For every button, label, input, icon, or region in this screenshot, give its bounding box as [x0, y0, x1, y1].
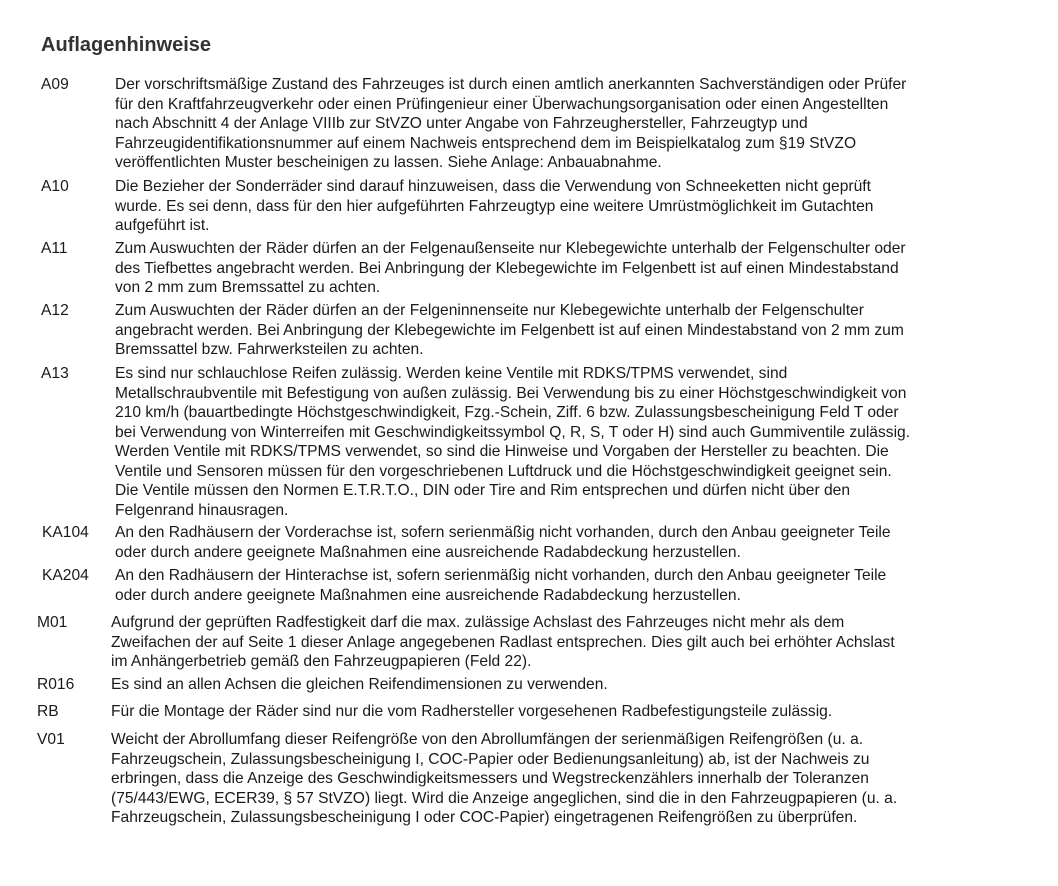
entry-code: A10 [41, 178, 69, 195]
entry-text-line: Fahrzeugschein, Zulassungsbescheinigung I oder COC-Papier) eingetragenen Reifengrößen zu überprüfen. [111, 809, 858, 826]
entry-code: A11 [41, 240, 68, 257]
entry-text-line: bei Verwendung von Winterreifen mit Geschwindigkeitssymbol Q, R, S, T oder H) sind auch Gummiventile zulässig. [115, 423, 911, 441]
entry-text-line: wurde. Es sei denn, dass für den hier aufgeführten Fahrzeugtyp eine weitere Umrüstmöglichkeit im Gutachten [115, 197, 874, 215]
entry-text-line: Aufgrund der geprüften Radfestigkeit darf die max. zulässige Achslast des Fahrzeuges nicht mehr als dem [111, 614, 845, 631]
entry-text-line: (75/443/EWG, ECER39, § 57 StVZO) liegt. Wird die Anzeige angeglichen, sind die in den Fahrzeugpapieren (u. a. [111, 789, 898, 807]
entry-text [111, 613, 895, 672]
entry-text-line: für den Kraftfahrzeugverkehr oder einen Prüfingenieur einer Überwachungsorganisation oder einen Angestellten [115, 95, 889, 113]
entry-text [111, 702, 832, 722]
entry-text-line: Die Ventile müssen den Normen E.T.R.T.O., DIN oder Tire and Rim entsprechen und dürfen nicht über den [115, 482, 851, 499]
entry-text-line: von 2 mm zum Bremssattel zu achten. [115, 279, 381, 296]
entry-text-line: veröffentlichten Muster bescheinigen zu lassen. Siehe Anlage: Anbauabnahme. [115, 154, 662, 171]
entry-text-line: An den Radhäusern der Vorderachse ist, sofern serienmäßig nicht vorhanden, durch den Anbau geeigneter Teile [115, 524, 891, 541]
entry-text-line: Weicht der Abrollumfang dieser Reifengröße von den Abrollumfängen der serienmäßigen Reifengrößen (u. a. [111, 731, 864, 748]
entry-text-line: des Tiefbettes angebracht werden. Bei Anbringung der Klebegewichte im Felgenbett ist auf einen Mindestabstand [115, 259, 899, 277]
entry-text-line: Es sind an allen Achsen die gleichen Reifendimensionen zu verwenden. [111, 676, 608, 693]
entry-code: M01 [37, 614, 68, 631]
entry-text-line: Fahrzeugidentifikationsnummer auf einem Nachweis entsprechend dem im Beispielkatalog zum §19 StVZO [115, 134, 857, 152]
entry-text [111, 730, 897, 828]
entry-text [115, 523, 891, 562]
entry-text [115, 239, 906, 298]
entry-text-line: nach Abschnitt 4 der Anlage VIIIb zur StVZO unter Angabe von Fahrzeughersteller, Fahrzeugtyp und [115, 115, 808, 132]
entry-code: A13 [41, 365, 69, 382]
entry-code: KA104 [42, 524, 89, 541]
entry-code: A12 [41, 302, 69, 319]
entry-text [115, 301, 904, 360]
entry-text-line: Werden Ventile mit RDKS/TPMS verwendet, so sind die Hinweise und Vorgaben der Hersteller zu beachten. Die [115, 443, 889, 460]
entry-text [115, 75, 906, 173]
entry-code: RB [37, 703, 59, 720]
entry-text-line: oder durch andere geeignete Maßnahmen eine ausreichende Radabdeckung herzustellen. [115, 586, 741, 604]
entry-text-line: angebracht werden. Bei Anbringung der Klebegewichte im Felgenbett ist auf einen Mindestabstand von 2 mm zum [115, 321, 904, 339]
entry-text-line: Zum Auswuchten der Räder dürfen an der Felgenaußenseite nur Klebegewichte unterhalb der Felgenschulter oder [115, 240, 906, 257]
entry-text [115, 364, 910, 520]
entry-text-line: Zweifachen der auf Seite 1 dieser Anlage angegebenen Radlast entsprechen. Dies gilt auch bei erhöhter Achslast [111, 633, 895, 651]
entry-text [115, 566, 886, 605]
entry-text-line: im Anhängerbetrieb gemäß den Fahrzeugpapieren (Feld 22). [111, 653, 532, 670]
entry-text-line: Die Bezieher der Sonderräder sind darauf hinzuweisen, dass die Verwendung von Schneeketten nicht geprüft [115, 178, 871, 195]
entry-text-line: 210 km/h (bauartbedingte Höchstgeschwindigkeit, Fzg.-Schein, Ziff. 6 bzw. Zulassungsbescheinigung Feld T oder [115, 404, 899, 421]
entry-text-line: oder durch andere geeignete Maßnahmen eine ausreichende Radabdeckung herzustellen. [115, 543, 741, 561]
entry-text-line: Felgenrand hinausragen. [115, 501, 289, 519]
entry-text-line: Es sind nur schlauchlose Reifen zulässig. Werden keine Ventile mit RDKS/TPMS verwendet, sind [115, 365, 788, 382]
entry-text-line: An den Radhäusern der Hinterachse ist, sofern serienmäßig nicht vorhanden, durch den Anbau geeigneter Teile [115, 567, 887, 584]
entry-text-line: Bremssattel bzw. Fahrwerksteilen zu achten. [115, 341, 424, 358]
entry-code: R016 [37, 676, 75, 693]
page-title: Auflagenhinweise [41, 34, 212, 56]
entry-text-line: Metallschraubventile mit Befestigung von außen zulässig. Bei Verwendung bis zu einer Höchstgeschwindigkeit von [115, 384, 907, 402]
entry-text-line: Der vorschriftsmäßige Zustand des Fahrzeuges ist durch einen amtlich anerkannten Sachverständigen oder Prüfer [115, 76, 907, 93]
entry-code: A09 [41, 76, 69, 93]
entry-text-line: Für die Montage der Räder sind nur die vom Radhersteller vorgesehenen Radbefestigungsteile zulässig. [111, 703, 833, 720]
entry-text [111, 675, 608, 695]
entry-code: V01 [37, 731, 65, 748]
entry-text-line: aufgeführt ist. [115, 217, 210, 234]
entry-code: KA204 [42, 567, 89, 584]
entry-text-line: erbringen, dass die Anzeige des Geschwindigkeitsmessers und Wegstreckenzählers innerhalb der Toleranzen [111, 770, 869, 787]
entry-text-line: Ventile und Sensoren müssen für den vorgeschriebenen Luftdruck und die Höchstgeschwindigkeit geeignet sein. [115, 462, 892, 480]
entry-text-line: Zum Auswuchten der Räder dürfen an der Felgeninnenseite nur Klebegewichte unterhalb der Felgenschulter [115, 302, 864, 319]
entry-text-line: Fahrzeugschein, Zulassungsbescheinigung I, COC-Papier oder Bedienungsanleitung) ab, ist der Nachweis zu [111, 750, 870, 768]
entry-text [115, 177, 873, 236]
